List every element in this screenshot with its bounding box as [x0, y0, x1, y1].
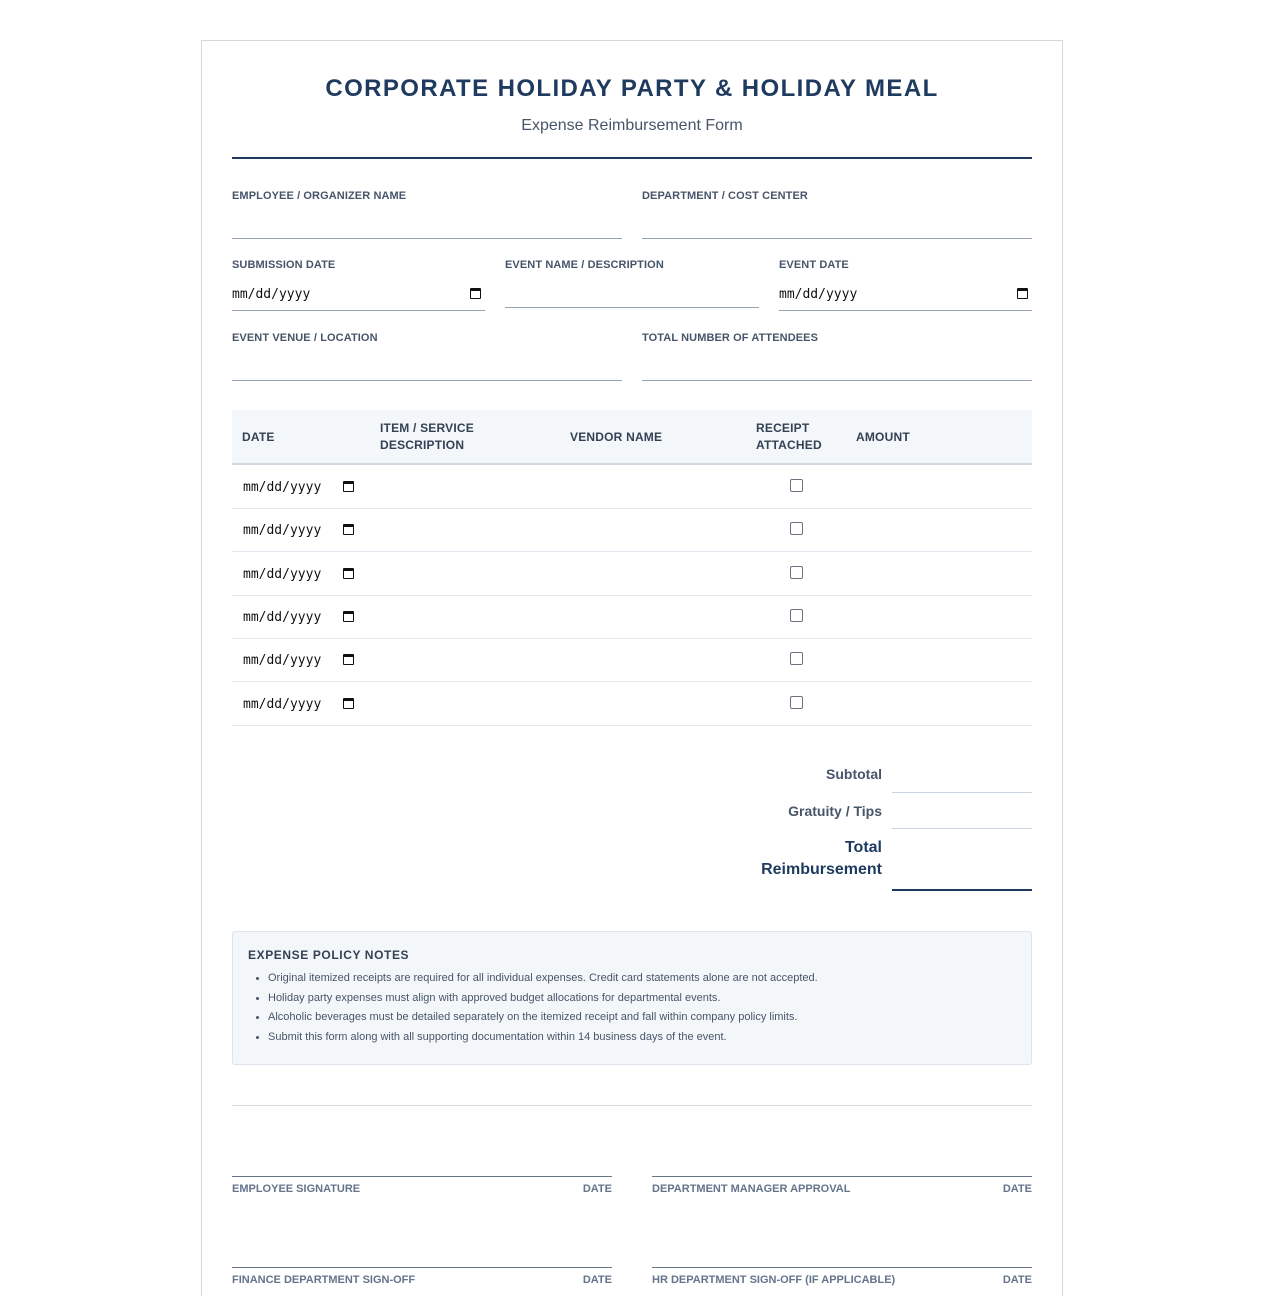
event-name-field[interactable] — [505, 259, 759, 309]
signature-date-label: DATE — [582, 1274, 612, 1286]
signature-date-label: DATE — [1002, 1274, 1032, 1286]
employee-name-field[interactable] — [232, 190, 622, 239]
calendar-icon[interactable] — [343, 481, 354, 492]
section-divider — [232, 1105, 1032, 1106]
row-date-placeholder: mm/dd/yyyy — [243, 523, 322, 538]
subtotal-label: Subtotal — [826, 766, 882, 782]
calendar-icon[interactable] — [343, 568, 354, 579]
attendees-field[interactable] — [642, 332, 1032, 381]
receipt-checkbox[interactable] — [790, 566, 803, 579]
calendar-icon[interactable] — [343, 654, 354, 665]
calendar-icon[interactable] — [343, 524, 354, 535]
title-divider — [232, 157, 1032, 159]
table-row — [232, 639, 1032, 682]
event-date-placeholder: mm/dd/yyyy — [779, 287, 858, 302]
submission-date-label: SUBMISSION DATE — [232, 259, 336, 271]
submission-date-placeholder: mm/dd/yyyy — [232, 287, 311, 302]
department-field[interactable] — [642, 190, 1032, 239]
receipt-checkbox[interactable] — [790, 696, 803, 709]
event-date-field[interactable] — [779, 259, 1032, 311]
event-date-line — [779, 310, 1032, 311]
policy-item: Original itemized receipts are required for all individual expenses. Credit card statements alone are not accepted. — [268, 972, 1008, 992]
signature-label: FINANCE DEPARTMENT SIGN-OFF — [232, 1274, 416, 1286]
hr-signoff-block[interactable] — [652, 1267, 1032, 1286]
calendar-icon[interactable] — [470, 288, 481, 299]
submission-date-field[interactable] — [232, 259, 485, 311]
policy-title: EXPENSE POLICY NOTES — [248, 948, 410, 962]
receipt-checkbox[interactable] — [790, 609, 803, 622]
table-row — [232, 509, 1032, 552]
signature-line[interactable] — [232, 1176, 612, 1177]
col-item-header-line2: DESCRIPTION — [380, 438, 465, 452]
row-date-input[interactable] — [243, 564, 358, 586]
event-name-label: EVENT NAME / DESCRIPTION — [505, 259, 664, 271]
signature-label: EMPLOYEE SIGNATURE — [232, 1183, 361, 1195]
row-date-input[interactable] — [243, 650, 358, 672]
col-amount-header: AMOUNT — [856, 430, 910, 444]
total-label-line1: Total — [844, 839, 882, 856]
submission-date-input[interactable] — [232, 284, 485, 306]
row-date-placeholder: mm/dd/yyyy — [243, 567, 322, 582]
expense-table-header — [232, 410, 1032, 465]
form-title: CORPORATE HOLIDAY PARTY & HOLIDAY MEAL — [325, 75, 939, 102]
attendees-input-line[interactable] — [642, 380, 1032, 381]
col-item-header — [380, 420, 474, 454]
signature-date-label: DATE — [582, 1183, 612, 1195]
form-subtitle: Expense Reimbursement Form — [521, 117, 743, 134]
col-date-header: DATE — [242, 430, 275, 444]
signature-label: DEPARTMENT MANAGER APPROVAL — [652, 1183, 851, 1195]
col-receipt-header-line2: ATTACHED — [756, 438, 822, 452]
calendar-icon[interactable] — [1017, 288, 1028, 299]
event-date-label: EVENT DATE — [779, 259, 849, 271]
row-date-placeholder: mm/dd/yyyy — [243, 610, 322, 625]
subtotal-field[interactable] — [892, 792, 1032, 793]
manager-approval-block[interactable] — [652, 1176, 1032, 1195]
col-item-header-line1: ITEM / SERVICE — [380, 421, 474, 435]
department-label: DEPARTMENT / COST CENTER — [642, 190, 808, 202]
row-date-input[interactable] — [243, 607, 358, 629]
venue-input-line[interactable] — [232, 380, 622, 381]
policy-item: Alcoholic beverages must be detailed separately on the itemized receipt and fall within company policy limits. — [268, 1011, 1008, 1031]
form-sheet — [201, 40, 1063, 1296]
finance-signoff-block[interactable] — [232, 1267, 612, 1286]
table-row — [232, 683, 1032, 726]
signature-line[interactable] — [232, 1267, 612, 1268]
policy-list — [268, 972, 1008, 1050]
submission-date-line — [232, 310, 485, 311]
table-row — [232, 553, 1032, 596]
receipt-checkbox[interactable] — [790, 479, 803, 492]
total-reimbursement-label — [761, 837, 882, 881]
receipt-checkbox[interactable] — [790, 522, 803, 535]
row-date-placeholder: mm/dd/yyyy — [243, 480, 322, 495]
row-date-placeholder: mm/dd/yyyy — [243, 653, 322, 668]
policy-item: Holiday party expenses must align with approved budget allocations for departmental events. — [268, 992, 1008, 1012]
gratuity-field[interactable] — [892, 828, 1032, 829]
signature-date-label: DATE — [1002, 1183, 1032, 1195]
row-date-input[interactable] — [243, 477, 358, 499]
col-receipt-header-line1: RECEIPT — [756, 421, 810, 435]
table-row — [232, 596, 1032, 639]
col-receipt-header — [756, 420, 822, 454]
signature-line[interactable] — [652, 1267, 1032, 1268]
col-vendor-header: VENDOR NAME — [570, 430, 663, 444]
table-row — [232, 466, 1032, 509]
total-reimbursement-field[interactable] — [892, 889, 1032, 891]
signature-label: HR DEPARTMENT SIGN-OFF (IF APPLICABLE) — [652, 1274, 896, 1286]
attendees-label: TOTAL NUMBER OF ATTENDEES — [642, 332, 819, 344]
calendar-icon[interactable] — [343, 698, 354, 709]
event-date-input[interactable] — [779, 284, 1032, 306]
receipt-checkbox[interactable] — [790, 652, 803, 665]
gratuity-label: Gratuity / Tips — [788, 803, 882, 819]
row-date-placeholder: mm/dd/yyyy — [243, 697, 322, 712]
signature-line[interactable] — [652, 1176, 1032, 1177]
department-input-line[interactable] — [642, 238, 1032, 239]
total-label-line2: Reimbursement — [761, 861, 882, 878]
calendar-icon[interactable] — [343, 611, 354, 622]
employee-signature-block[interactable] — [232, 1176, 612, 1195]
venue-field[interactable] — [232, 332, 622, 381]
employee-name-label: EMPLOYEE / ORGANIZER NAME — [232, 190, 407, 202]
employee-name-input-line[interactable] — [232, 238, 622, 239]
policy-item: Submit this form along with all supporting documentation within 14 business days of the event. — [268, 1031, 1008, 1051]
venue-label: EVENT VENUE / LOCATION — [232, 332, 378, 344]
event-name-input-line[interactable] — [505, 307, 759, 308]
row-date-input[interactable] — [243, 694, 358, 716]
policy-notes-box — [232, 931, 1032, 1065]
row-date-input[interactable] — [243, 520, 358, 542]
